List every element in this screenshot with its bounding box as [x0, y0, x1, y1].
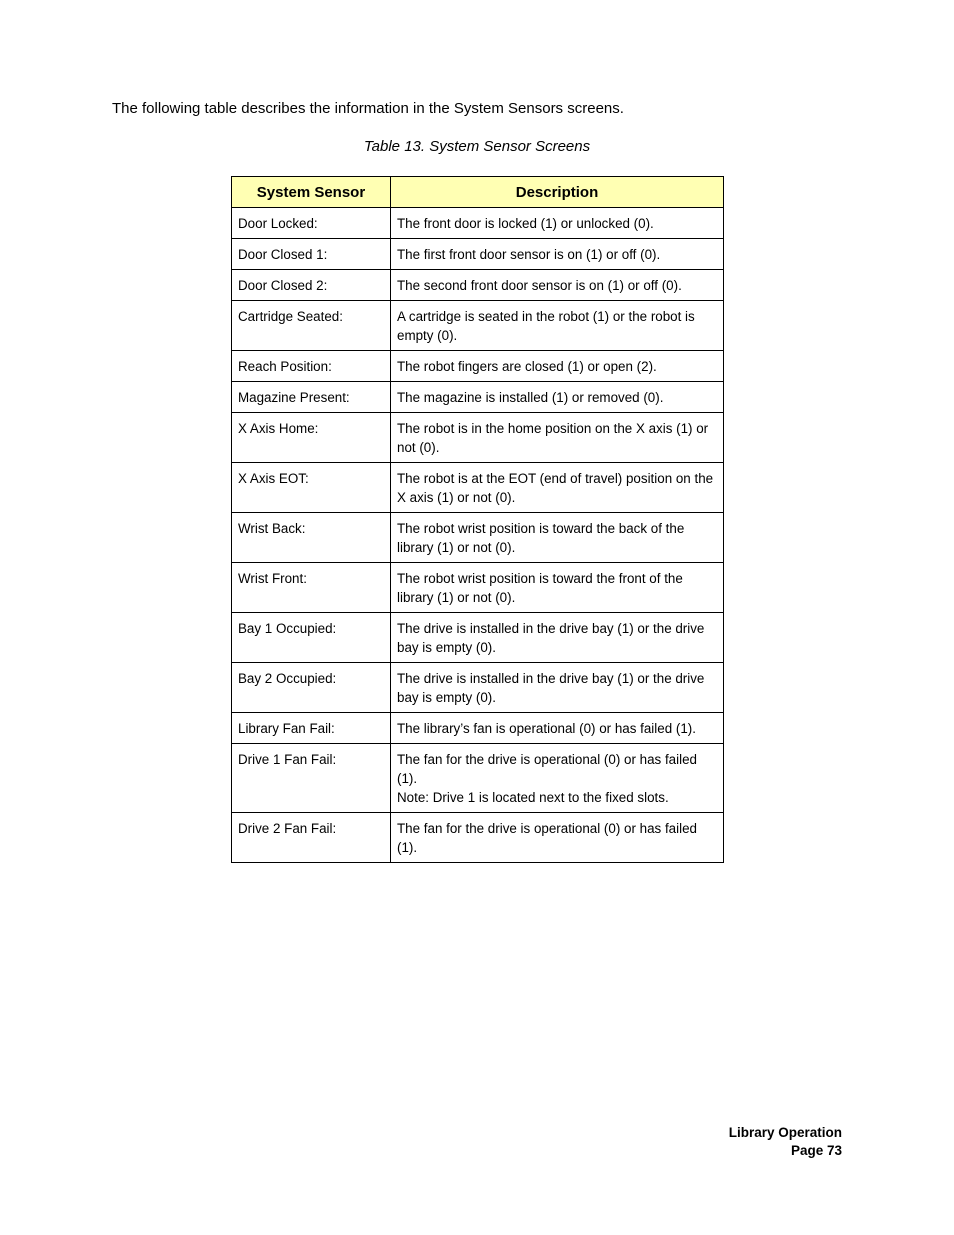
sensor-name-cell: Door Closed 1: — [232, 239, 391, 270]
table-row — [232, 713, 724, 744]
table-row — [232, 613, 724, 663]
sensor-name-cell: Drive 1 Fan Fail: — [232, 744, 391, 813]
footer-section-title: Library Operation — [728, 1125, 842, 1140]
description-text: The fan for the drive is operational (0) or has failed (1). — [397, 752, 697, 786]
table-row — [232, 239, 724, 270]
sensor-description-cell — [391, 301, 724, 351]
description-text: The drive is installed in the drive bay (1) or the drive bay is empty (0). — [397, 671, 705, 705]
description-text: The robot wrist position is toward the back of the library (1) or not (0). — [397, 521, 685, 555]
table-body — [232, 208, 724, 863]
sensor-name-cell: Door Closed 2: — [232, 270, 391, 301]
sensor-description-cell — [391, 463, 724, 513]
sensor-name-cell: Bay 2 Occupied: — [232, 663, 391, 713]
sensor-name-cell: Drive 2 Fan Fail: — [232, 813, 391, 863]
intro-paragraph: The following table describes the information in the System Sensors screens. — [112, 100, 624, 117]
description-text: The fan for the drive is operational (0) or has failed (1). — [397, 821, 697, 855]
sensor-name-cell: Bay 1 Occupied: — [232, 613, 391, 663]
table-row — [232, 413, 724, 463]
system-sensor-table — [231, 176, 724, 863]
sensor-description-cell — [391, 713, 724, 744]
description-text: The library’s fan is operational (0) or has failed (1). — [397, 721, 696, 736]
sensor-description-cell — [391, 513, 724, 563]
sensor-description-cell — [391, 239, 724, 270]
sensor-name-cell: Library Fan Fail: — [232, 713, 391, 744]
description-text: The robot is in the home position on the X axis (1) or not (0). — [397, 421, 709, 455]
sensor-name-cell: Door Locked: — [232, 208, 391, 239]
table-row — [232, 351, 724, 382]
sensor-name-cell: Cartridge Seated: — [232, 301, 391, 351]
description-text: The second front door sensor is on (1) or off (0). — [397, 278, 682, 293]
table-row — [232, 208, 724, 239]
footer-page-number: Page 73 — [790, 1143, 842, 1158]
sensor-description-cell — [391, 351, 724, 382]
table-row — [232, 270, 724, 301]
description-text: The robot wrist position is toward the front of the library (1) or not (0). — [397, 571, 683, 605]
table-row — [232, 563, 724, 613]
sensor-description-cell — [391, 744, 724, 813]
sensor-name-cell: Wrist Back: — [232, 513, 391, 563]
sensor-name-cell: X Axis Home: — [232, 413, 391, 463]
header-description: Description — [391, 177, 724, 208]
description-text: The front door is locked (1) or unlocked (0). — [397, 216, 654, 231]
table-row — [232, 463, 724, 513]
description-text: A cartridge is seated in the robot (1) or the robot is empty (0). — [397, 309, 695, 343]
table-row — [232, 663, 724, 713]
page-footer — [729, 1124, 842, 1160]
description-text: The robot fingers are closed (1) or open (2). — [397, 359, 657, 374]
sensor-name-cell: Reach Position: — [232, 351, 391, 382]
sensor-description-cell — [391, 208, 724, 239]
sensor-description-cell — [391, 413, 724, 463]
table-row — [232, 301, 724, 351]
table-header-row — [232, 177, 724, 208]
sensor-description-cell — [391, 382, 724, 413]
sensor-description-cell — [391, 663, 724, 713]
table-row — [232, 813, 724, 863]
sensor-name-cell: X Axis EOT: — [232, 463, 391, 513]
table-caption: Table 13. System Sensor Screens — [363, 138, 591, 155]
description-text: The drive is installed in the drive bay (1) or the drive bay is empty (0). — [397, 621, 705, 655]
table-row — [232, 513, 724, 563]
description-text: Note: Drive 1 is located next to the fixed slots. — [397, 790, 669, 805]
sensor-description-cell — [391, 563, 724, 613]
description-text: The first front door sensor is on (1) or off (0). — [397, 247, 661, 262]
description-text: The robot is at the EOT (end of travel) position on the X axis (1) or not (0). — [397, 471, 714, 505]
sensor-name-cell: Wrist Front: — [232, 563, 391, 613]
sensor-name-cell: Magazine Present: — [232, 382, 391, 413]
sensor-description-cell — [391, 613, 724, 663]
table-row — [232, 744, 724, 813]
table-row — [232, 382, 724, 413]
sensor-description-cell — [391, 270, 724, 301]
description-text: The magazine is installed (1) or removed (0). — [397, 390, 664, 405]
sensor-description-cell — [391, 813, 724, 863]
header-system-sensor: System Sensor — [232, 177, 391, 208]
